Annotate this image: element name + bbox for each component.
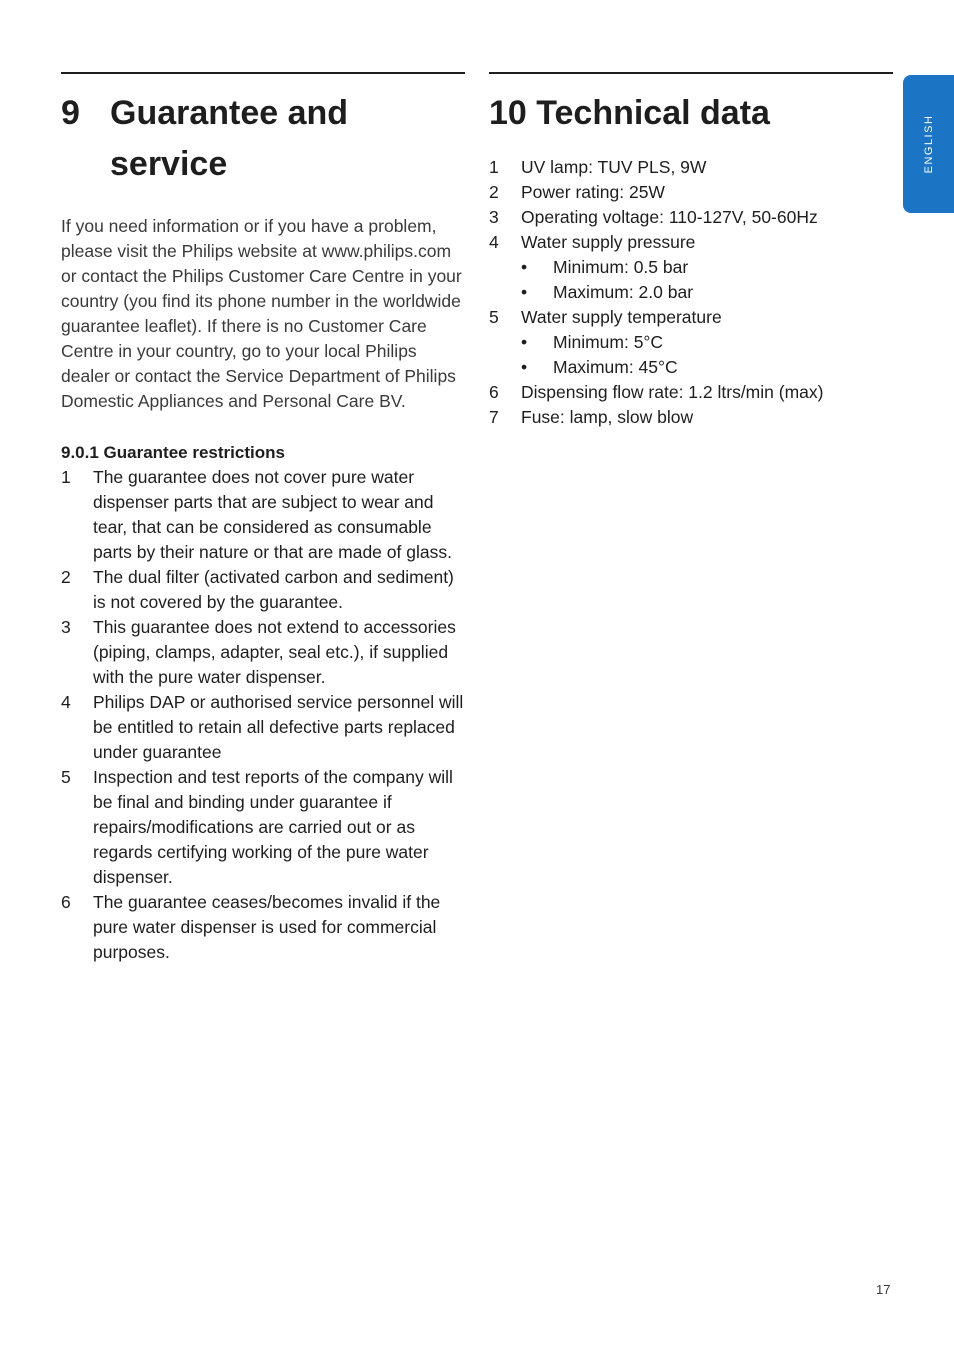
bullet-text: Minimum: 5°C: [553, 332, 664, 352]
item-number: 4: [489, 232, 499, 252]
item-text: This guarantee does not extend to accessories (piping, clamps, adapter, seal etc.), if supplied with the pure water dispenser.: [93, 617, 456, 687]
item-number: 4: [61, 692, 71, 712]
list-item: [489, 380, 893, 405]
item-number: 1: [489, 157, 499, 177]
bullet-item: [489, 355, 893, 380]
item-number: 3: [61, 617, 71, 637]
restrictions-heading: 9.0.1 Guarantee restrictions: [61, 443, 285, 462]
bullet-text: Minimum: 0.5 bar: [553, 257, 689, 277]
guarantee-heading: [61, 88, 465, 190]
item-text: Operating voltage: 110-127V, 50-60Hz: [521, 207, 818, 227]
bullet-item: [489, 330, 893, 355]
item-text: The guarantee does not cover pure water dispenser parts that are subject to wear and tear, that can be considered as consumable parts by their nature or that are made of glass.: [93, 467, 452, 562]
technical-heading: 10 Technical data: [489, 94, 770, 132]
item-text: Inspection and test reports of the company will be final and binding under guarantee if repairs/modifications are carried out or as regards certifying working of the pure water dispenser.: [93, 767, 453, 887]
section-divider: [489, 72, 893, 74]
list-item: [489, 155, 893, 180]
bullet-item: [489, 280, 893, 305]
item-text: Water supply pressure: [521, 232, 696, 252]
list-item: [489, 305, 893, 330]
item-text: Dispensing flow rate: 1.2 ltrs/min (max): [521, 382, 824, 402]
list-item: [489, 205, 893, 230]
item-number: 5: [489, 307, 499, 327]
bullet: •: [521, 332, 528, 352]
list-item: [489, 230, 893, 255]
restrictions-list: [61, 465, 465, 965]
item-number: 2: [489, 182, 499, 202]
language-tab: [903, 75, 954, 213]
section-number: 9: [61, 94, 80, 132]
bullet: •: [521, 282, 528, 302]
item-text: Power rating: 25W: [521, 182, 665, 202]
bullet: •: [521, 257, 528, 277]
list-item: [61, 565, 465, 615]
item-text: The guarantee ceases/becomes invalid if the pure water dispenser is used for commercial purposes.: [93, 892, 441, 962]
list-item: [61, 465, 465, 565]
guarantee-intro: If you need information or if you have a problem, please visit the Philips website at www.philips.com or contact the Philips Customer Care Centre in your country (you find its phone number in the worldwide guarantee leaflet). If there is no Customer Care Centre in your country, go to your local Philips dealer or contact the Service Department of Philips Domestic Appliances and Personal Care BV.: [61, 216, 462, 411]
item-number: 2: [61, 567, 71, 587]
item-text: Fuse: lamp, slow blow: [521, 407, 694, 427]
section-title: Guarantee and service: [110, 94, 349, 183]
item-number: 6: [61, 892, 71, 912]
list-item: [61, 890, 465, 965]
section-divider: [61, 72, 465, 74]
list-item: [489, 405, 893, 430]
list-item: [61, 765, 465, 890]
item-text: UV lamp: TUV PLS, 9W: [521, 157, 707, 177]
item-number: 7: [489, 407, 499, 427]
bullet-text: Maximum: 45°C: [553, 357, 678, 377]
item-text: Water supply temperature: [521, 307, 722, 327]
list-item: [489, 180, 893, 205]
item-number: 1: [61, 467, 71, 487]
technical-list: [489, 155, 893, 430]
guarantee-section: [61, 72, 465, 965]
list-item: [61, 690, 465, 765]
item-text: Philips DAP or authorised service personnel will be entitled to retain all defective parts replaced under guarantee: [93, 692, 464, 762]
language-tab-label: ENGLISH: [922, 114, 935, 174]
bullet: •: [521, 357, 528, 377]
item-text: The dual filter (activated carbon and sediment) is not covered by the guarantee.: [93, 567, 454, 612]
bullet-text: Maximum: 2.0 bar: [553, 282, 694, 302]
item-number: 5: [61, 767, 71, 787]
item-number: 6: [489, 382, 499, 402]
item-number: 3: [489, 207, 499, 227]
page-number: 17: [876, 1282, 891, 1297]
technical-section: [489, 72, 893, 430]
list-item: [61, 615, 465, 690]
bullet-item: [489, 255, 893, 280]
